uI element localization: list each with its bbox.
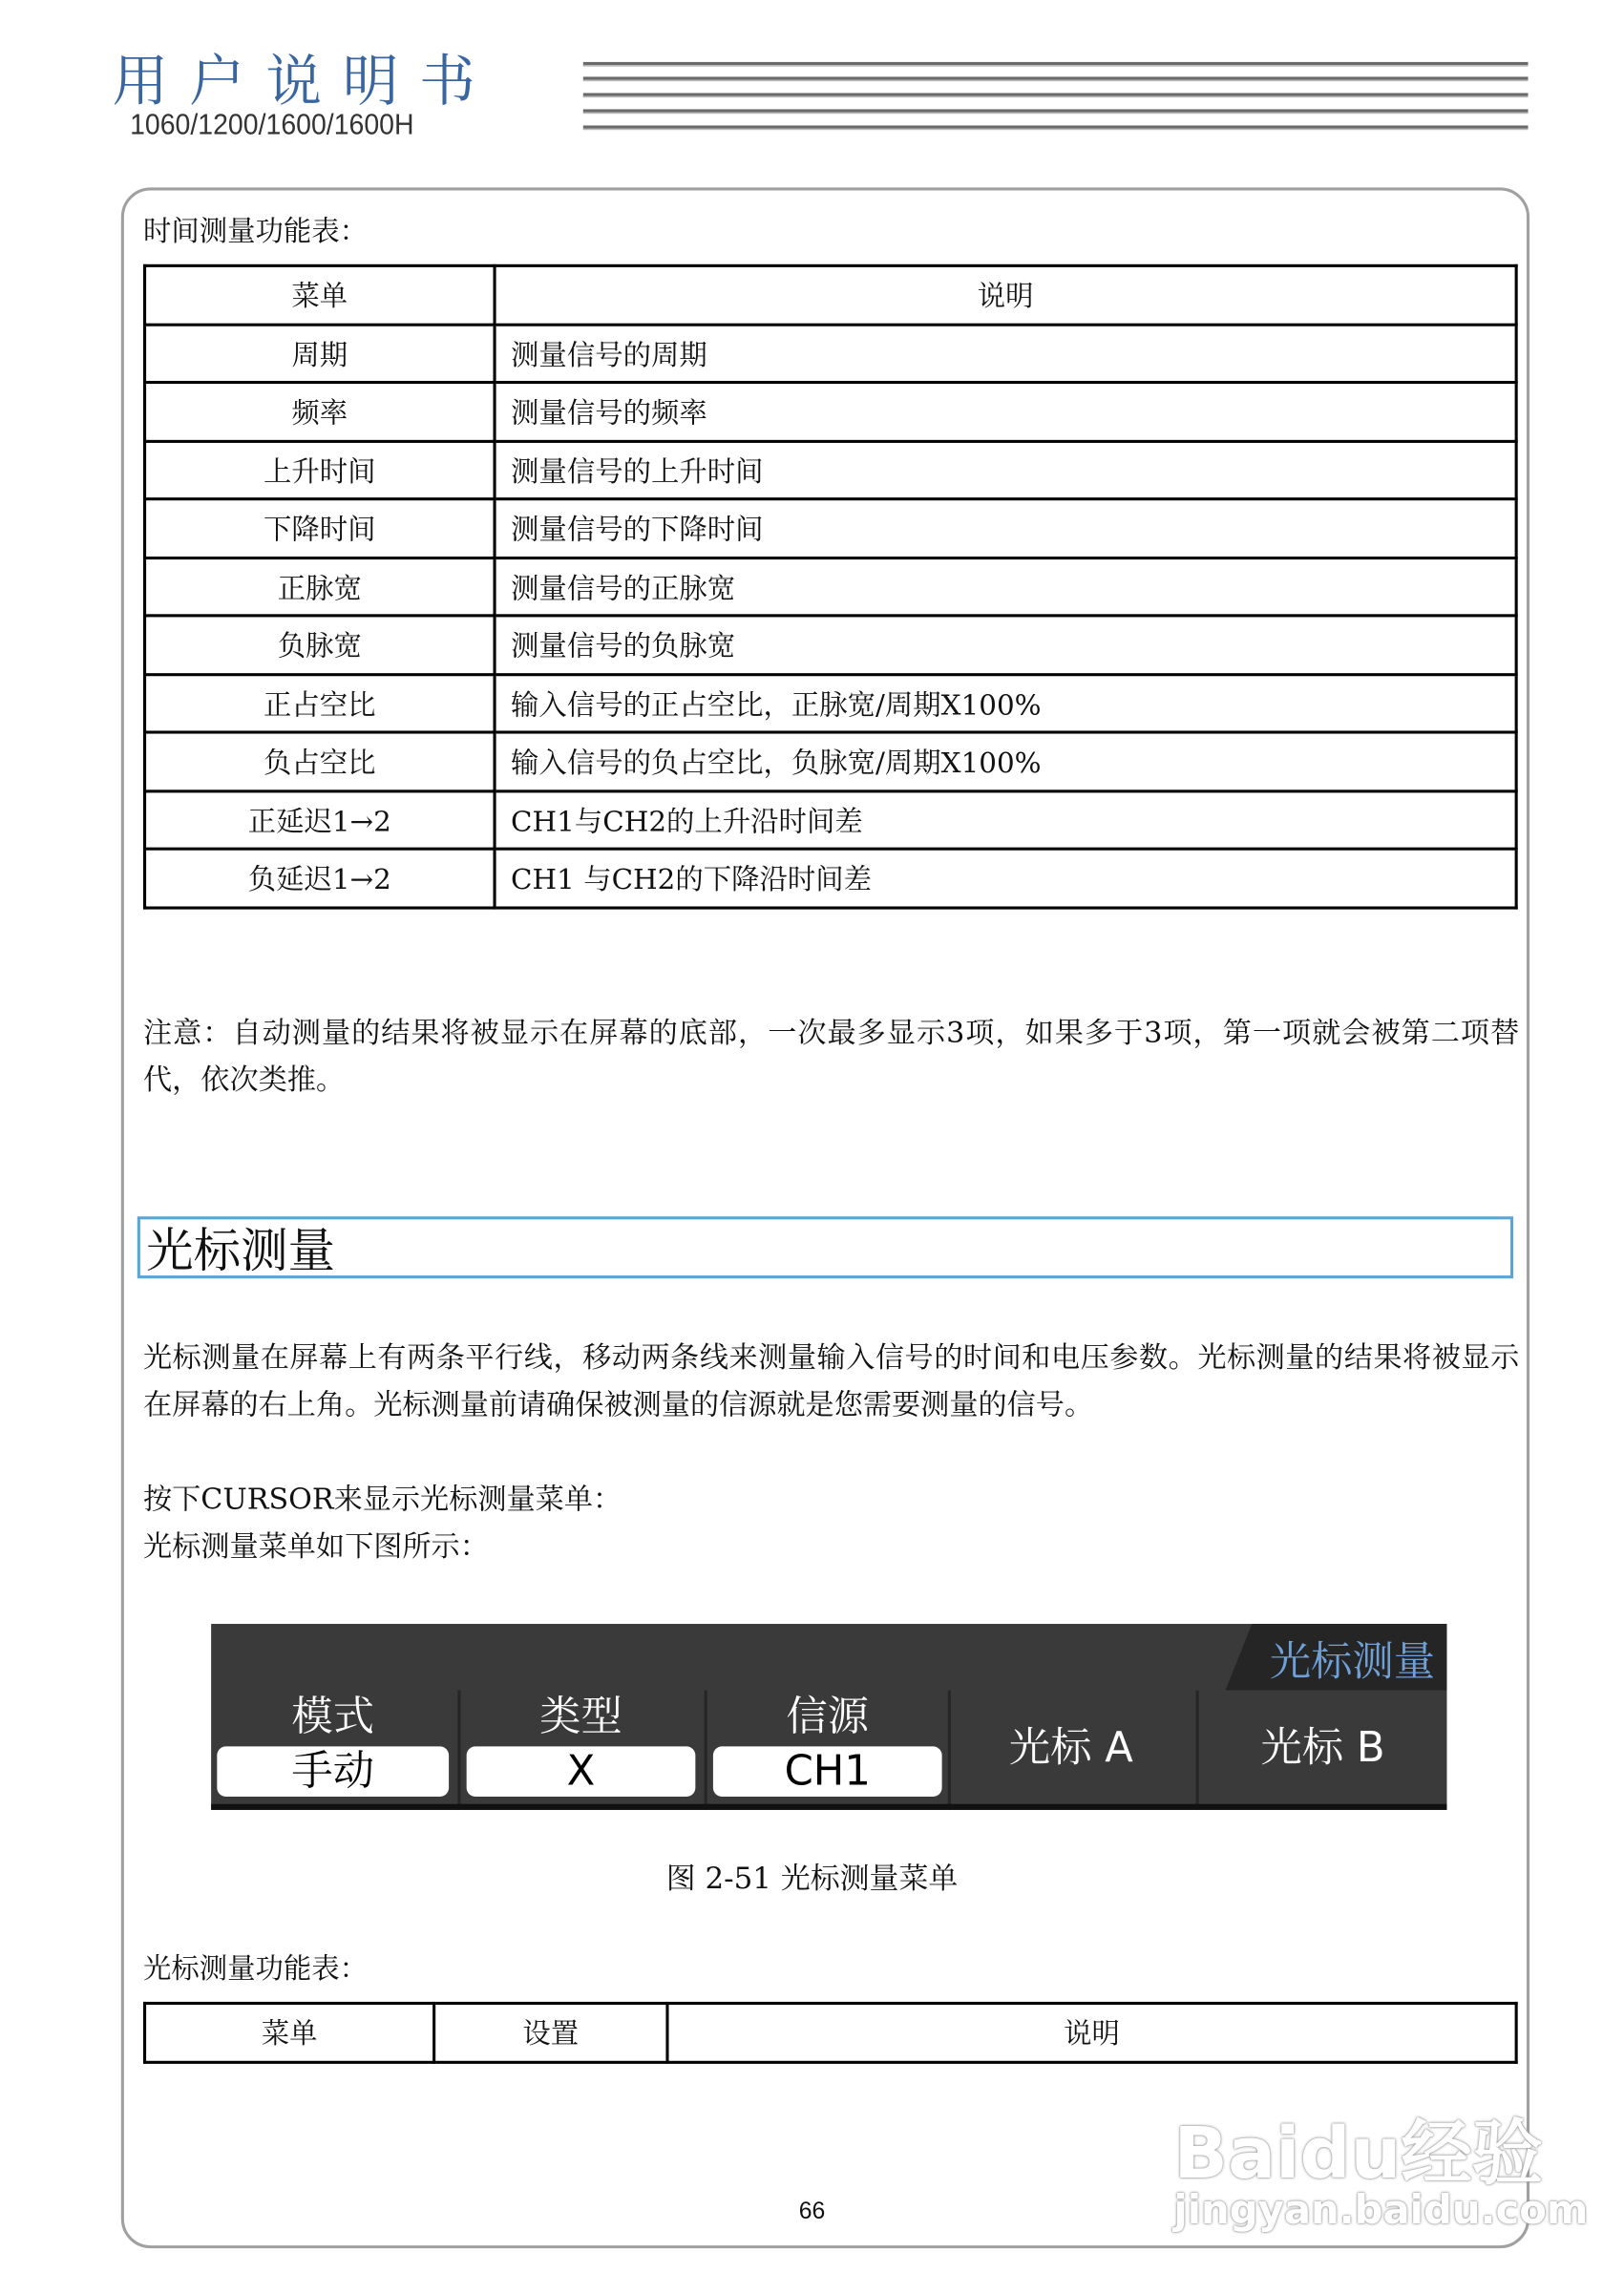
menu-item-source[interactable] bbox=[705, 1691, 948, 1806]
model-numbers: 1060/1200/1600/1600H bbox=[130, 109, 414, 142]
menu-item-label: 类型 bbox=[539, 1692, 622, 1741]
table-row bbox=[145, 790, 1517, 849]
table-row bbox=[145, 558, 1517, 616]
description-cell: CH1与CH2的上升沿时间差 bbox=[495, 790, 1516, 849]
paragraph: 按下CURSOR来显示光标测量菜单： bbox=[143, 1482, 622, 1517]
menu-item-label: 模式 bbox=[291, 1692, 375, 1741]
time-measure-table bbox=[143, 264, 1518, 909]
menu-item-label: 光标 B bbox=[1260, 1722, 1385, 1772]
manual-title: 用户说明书 bbox=[112, 49, 496, 115]
description-cell: 测量信号的频率 bbox=[495, 383, 1516, 441]
watermark-logo: Baidu经验 bbox=[1173, 2112, 1543, 2196]
menu-cell: 正延迟1→2 bbox=[145, 790, 495, 849]
header-rule bbox=[583, 76, 1529, 81]
header-cell: 说明 bbox=[667, 2003, 1516, 2061]
table-row bbox=[145, 441, 1517, 499]
table-row bbox=[145, 616, 1517, 674]
menu-item-cursor-a[interactable] bbox=[948, 1691, 1192, 1806]
menu-item-value: X bbox=[467, 1746, 696, 1797]
description-cell: 测量信号的正脉宽 bbox=[495, 558, 1516, 616]
table-row bbox=[145, 383, 1517, 441]
menu-cell: 周期 bbox=[145, 324, 495, 382]
table-row bbox=[145, 499, 1517, 558]
menu-item-value: 手动 bbox=[217, 1746, 449, 1797]
menu-cell: 上升时间 bbox=[145, 441, 495, 499]
description-cell: 测量信号的负脉宽 bbox=[495, 616, 1516, 674]
section-heading: 光标测量 bbox=[137, 1216, 1513, 1278]
menu-item-label: 光标 A bbox=[1008, 1722, 1133, 1772]
header-cell: 菜单 bbox=[145, 2003, 434, 2061]
description-cell: 测量信号的上升时间 bbox=[495, 441, 1516, 499]
table-row bbox=[145, 674, 1517, 732]
cursor-menu-figure bbox=[211, 1624, 1446, 1810]
page-number: 66 bbox=[798, 2199, 826, 2225]
menu-cell: 下降时间 bbox=[145, 499, 495, 558]
menu-item-type[interactable] bbox=[457, 1691, 701, 1806]
menu-item-mode[interactable] bbox=[211, 1691, 454, 1806]
menu-cell: 频率 bbox=[145, 383, 495, 441]
menu-item-cursor-b[interactable] bbox=[1196, 1691, 1447, 1806]
header-cell: 菜单 bbox=[145, 265, 495, 324]
menu-cell: 正脉宽 bbox=[145, 558, 495, 616]
header-rule bbox=[583, 62, 1529, 67]
menu-cell: 负脉宽 bbox=[145, 616, 495, 674]
header-rule bbox=[583, 109, 1529, 114]
description-cell: 输入信号的负占空比，负脉宽/周期X100% bbox=[495, 732, 1516, 790]
description-cell: 测量信号的周期 bbox=[495, 324, 1516, 382]
description-cell: 输入信号的正占空比，正脉宽/周期X100% bbox=[495, 674, 1516, 732]
time-table-label: 时间测量功能表： bbox=[143, 215, 369, 248]
menu-cell: 负延迟1→2 bbox=[145, 849, 495, 907]
menu-item-label: 信源 bbox=[786, 1692, 870, 1741]
paragraph: 光标测量菜单如下图所示： bbox=[143, 1529, 489, 1564]
figure-caption: 图 2-51 光标测量菜单 bbox=[665, 1860, 959, 1896]
header-rule bbox=[583, 125, 1529, 130]
table-header-row bbox=[145, 265, 1517, 324]
menu-cell: 正占空比 bbox=[145, 674, 495, 732]
paragraph: 光标测量在屏幕上有两条平行线，移动两条线来测量输入信号的时间和电压参数。光标测量的结果将被显示在屏幕的右上角。光标测量前请确保被测量的信源就是您需要测量的信号。 bbox=[143, 1340, 1520, 1422]
menu-title: 光标测量 bbox=[1269, 1636, 1436, 1686]
table-row bbox=[145, 324, 1517, 382]
cursor-table-label: 光标测量功能表： bbox=[143, 1952, 369, 1986]
header-cell: 设置 bbox=[434, 2003, 667, 2061]
table-row bbox=[145, 732, 1517, 790]
menu-cell: 负占空比 bbox=[145, 732, 495, 790]
table-row bbox=[145, 849, 1517, 907]
cursor-measure-table bbox=[143, 2002, 1518, 2063]
description-cell: 测量信号的下降时间 bbox=[495, 499, 1516, 558]
menu-bottom-bar bbox=[211, 1804, 1446, 1810]
header-rule bbox=[583, 93, 1529, 97]
watermark-url: jingyan.baidu.com bbox=[1173, 2187, 1589, 2234]
header-cell: 说明 bbox=[495, 265, 1516, 324]
description-cell: CH1 与CH2的下降沿时间差 bbox=[495, 849, 1516, 907]
menu-item-value: CH1 bbox=[713, 1746, 942, 1797]
note-text: 注意：自动测量的结果将被显示在屏幕的底部，一次最多显示3项，如果多于3项，第一项就会被第二项替代，依次类推。 bbox=[143, 1015, 1520, 1097]
baidu-watermark bbox=[1173, 2067, 1589, 2259]
table-header-row bbox=[145, 2003, 1517, 2061]
